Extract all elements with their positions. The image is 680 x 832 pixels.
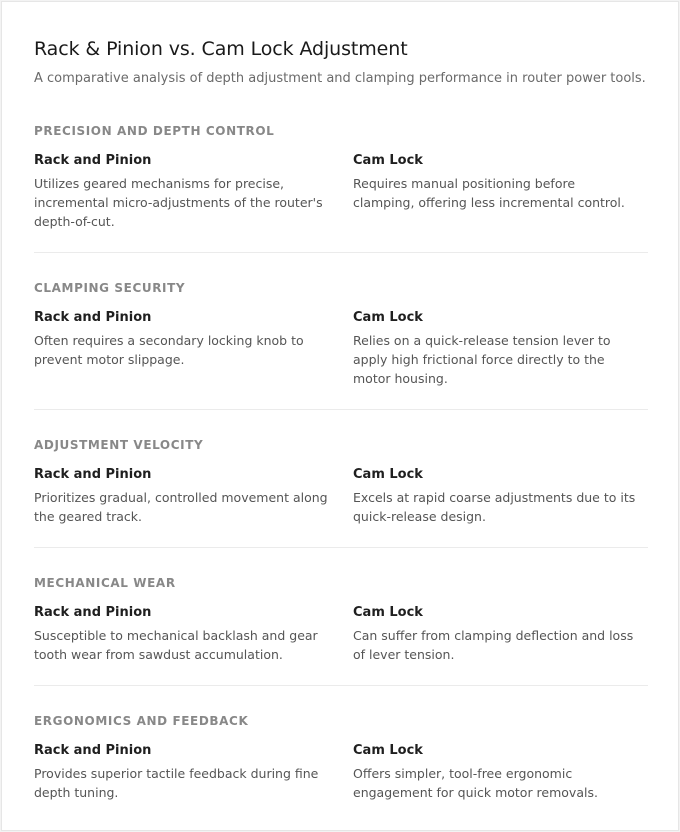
column-title: Cam Lock bbox=[353, 467, 423, 482]
column-title: Rack and Pinion bbox=[34, 310, 152, 325]
section-divider bbox=[34, 547, 648, 548]
section-divider bbox=[34, 252, 648, 253]
column-description: Requires manual positioning before clamping, offering less incremental control. bbox=[353, 176, 625, 210]
column-title: Cam Lock bbox=[353, 310, 423, 325]
cam-lock-column bbox=[353, 604, 648, 664]
column-title: Rack and Pinion bbox=[34, 605, 152, 620]
section-heading: ERGONOMICS AND FEEDBACK bbox=[34, 714, 249, 728]
section-divider bbox=[34, 409, 648, 410]
rack-and-pinion-column bbox=[34, 466, 353, 526]
column-description: Susceptible to mechanical backlash and gear tooth wear from sawdust accumulation. bbox=[34, 628, 318, 662]
column-description: Relies on a quick-release tension lever to apply high frictional force directly to the motor housing. bbox=[353, 333, 611, 386]
column-description: Excels at rapid coarse adjustments due to its quick-release design. bbox=[353, 490, 636, 524]
section-divider bbox=[34, 685, 648, 686]
column-title: Rack and Pinion bbox=[34, 467, 152, 482]
column-description: Utilizes geared mechanisms for precise, incremental micro-adjustments of the router's depth-of-cut. bbox=[34, 176, 323, 229]
page-subtitle: A comparative analysis of depth adjustment and clamping performance in router power tools. bbox=[34, 71, 646, 86]
rack-and-pinion-column bbox=[34, 604, 353, 664]
section-heading: MECHANICAL WEAR bbox=[34, 576, 176, 590]
column-description: Often requires a secondary locking knob to prevent motor slippage. bbox=[34, 333, 304, 367]
column-title: Rack and Pinion bbox=[34, 743, 152, 758]
column-title: Cam Lock bbox=[353, 605, 423, 620]
column-description: Can suffer from clamping deflection and loss of lever tension. bbox=[353, 628, 634, 662]
column-description: Prioritizes gradual, controlled movement along the geared track. bbox=[34, 490, 328, 524]
column-title: Cam Lock bbox=[353, 153, 423, 168]
cam-lock-column bbox=[353, 152, 648, 231]
column-title: Rack and Pinion bbox=[34, 153, 152, 168]
comparison-columns bbox=[34, 152, 648, 231]
cam-lock-column bbox=[353, 466, 648, 526]
comparison-card bbox=[1, 1, 679, 831]
rack-and-pinion-column bbox=[34, 309, 353, 388]
column-title: Cam Lock bbox=[353, 743, 423, 758]
section-precision-depth-control bbox=[34, 122, 648, 231]
cam-lock-column bbox=[353, 742, 648, 802]
rack-and-pinion-column bbox=[34, 152, 353, 231]
cam-lock-column bbox=[353, 309, 648, 388]
section-mechanical-wear bbox=[34, 574, 648, 664]
rack-and-pinion-column bbox=[34, 742, 353, 802]
comparison-columns bbox=[34, 604, 648, 664]
section-heading: PRECISION AND DEPTH CONTROL bbox=[34, 124, 275, 138]
section-adjustment-velocity bbox=[34, 436, 648, 526]
column-description: Offers simpler, tool-free ergonomic engagement for quick motor removals. bbox=[353, 766, 598, 800]
comparison-columns bbox=[34, 742, 648, 802]
section-heading: CLAMPING SECURITY bbox=[34, 281, 186, 295]
comparison-columns bbox=[34, 309, 648, 388]
section-clamping-security bbox=[34, 279, 648, 388]
page-title: Rack & Pinion vs. Cam Lock Adjustment bbox=[34, 38, 408, 60]
section-ergonomics-feedback bbox=[34, 712, 648, 802]
section-heading: ADJUSTMENT VELOCITY bbox=[34, 438, 204, 452]
column-description: Provides superior tactile feedback during fine depth tuning. bbox=[34, 766, 319, 800]
comparison-columns bbox=[34, 466, 648, 526]
